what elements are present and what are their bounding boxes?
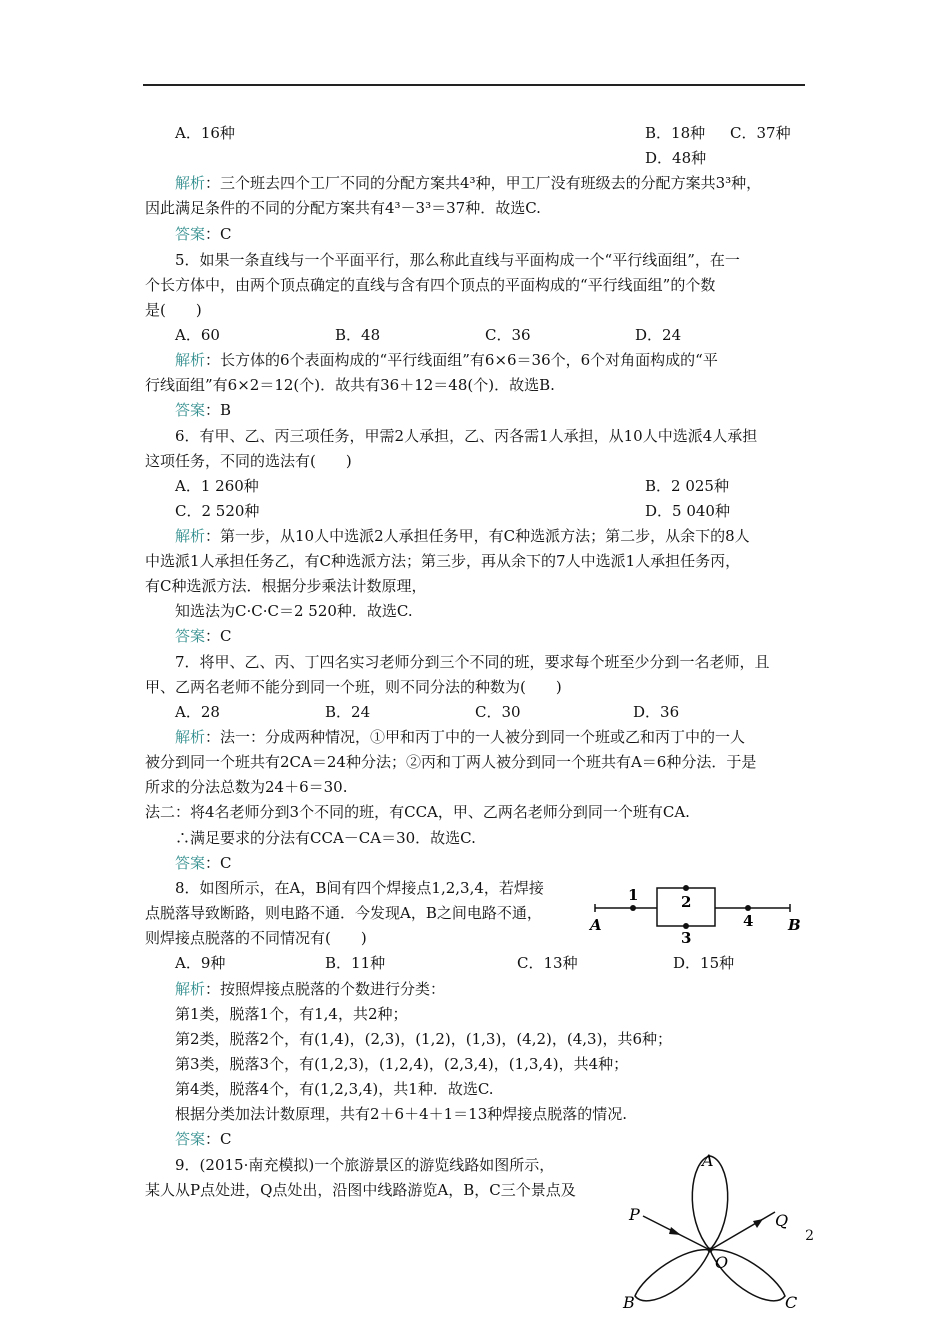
label-A: A <box>590 916 602 934</box>
q7-option-c: C．30 <box>475 703 521 721</box>
q6-option-b: B．2 025种 <box>645 477 729 495</box>
q9-stem-line2: 某人从P点处进，Q点处出，沿图中线路游览A，B，C三个景点及 <box>145 1181 576 1199</box>
point-O <box>708 1248 713 1253</box>
q6-option-a: A．1 260种 <box>175 477 259 495</box>
q7-stem-line2: 甲、乙两名老师不能分到同一个班，则不同分法的种数为( ) <box>145 678 562 696</box>
tour-route-diagram <box>615 1148 805 1316</box>
q8-stem-line1: 8．如图所示，在A，B间有四个焊接点1,2,3,4，若焊接 <box>175 879 544 897</box>
q5-stem-line2: 个长方体中，由两个顶点确定的直线与含有四个顶点的平面构成的“平行线面组”的个数 <box>145 276 716 294</box>
joint-2 <box>683 885 689 891</box>
q5-option-a: A．60 <box>175 326 220 344</box>
q6-option-c: C．2 520种 <box>175 502 260 520</box>
analysis-label: 解析 <box>175 527 206 545</box>
q7-analysis-line1: 解析：法一：分成两种情况，①甲和丙丁中的一人被分到同一个班或乙和丙丁中的一人 <box>175 728 746 746</box>
q8-analysis-line2: 第1类，脱落1个，有1,4，共2种； <box>175 1005 408 1023</box>
q7-analysis-line4: 法二：将4名老师分到3个不同的班，有CCA，甲、乙两名老师分到同一个班有CA. <box>145 803 690 821</box>
joint-1 <box>630 905 636 911</box>
q6-analysis-line4: 知选法为C·C·C＝2 520种．故选C. <box>175 602 413 620</box>
q6-stem-line1: 6．有甲、乙、丙三项任务，甲需2人承担，乙、丙各需1人承担，从10人中选派4人承担 <box>175 427 758 445</box>
answer-label: 答案 <box>175 854 206 872</box>
q6-answer: 答案：C <box>175 627 232 645</box>
q5-answer: 答案：B <box>175 401 232 419</box>
q4-analysis-line2: 因此满足条件的不同的分配方案共有4³－3³＝37种．故选C. <box>145 199 541 217</box>
label-Q: Q <box>775 1211 789 1230</box>
q8-analysis-line3: 第2类，脱落2个，有(1,4)，(2,3)，(1,2)，(1,3)，(4,2)，(4,3)，共6种； <box>175 1030 672 1048</box>
q9-stem-line1: 9．(2015·南充模拟)一个旅游景区的游览线路如图所示， <box>175 1156 555 1174</box>
q8-analysis-line6: 根据分类加法计数原理，共有2＋6＋4＋1＝13种焊接点脱落的情况. <box>175 1105 628 1123</box>
label-P: P <box>629 1205 640 1224</box>
q4-analysis-line1: 解析：三个班去四个工厂不同的分配方案共4³种，甲工厂没有班级去的分配方案共3³种， <box>175 174 762 192</box>
header-rule <box>143 84 805 86</box>
page-number: 2 <box>805 1228 814 1244</box>
label-B: B <box>623 1293 635 1312</box>
q6-stem-line2: 这项任务，不同的选法有( ) <box>145 452 352 470</box>
analysis-label: 解析 <box>175 728 206 746</box>
q6-analysis-line3: 有C种选派方法．根据分步乘法计数原理， <box>145 577 427 595</box>
q8-answer: 答案：C <box>175 1130 232 1148</box>
q5-analysis-line2: 行线面组”有6×2＝12(个)．故共有36＋12＝48(个)．故选B. <box>145 376 555 394</box>
q8-option-a: A．9种 <box>175 954 226 972</box>
q7-analysis-line5: ∴满足要求的分法有CCA－CA＝30．故选C. <box>175 829 476 847</box>
q7-option-b: B．24 <box>325 703 371 721</box>
label-2: 2 <box>681 893 692 911</box>
q7-analysis-line2: 被分到同一个班共有2CA＝24种分法；②丙和丁两人被分到同一个班共有A＝6种分法．于是 <box>145 753 757 771</box>
q8-option-b: B．11种 <box>325 954 386 972</box>
q7-stem-line1: 7．将甲、乙、丙、丁四名实习老师分到三个不同的班，要求每个班至少分到一名老师，且 <box>175 653 770 671</box>
q5-option-b: B．48 <box>335 326 381 344</box>
q8-analysis-line1: 解析：按照焊接点脱落的个数进行分类： <box>175 980 446 998</box>
label-A: A <box>702 1151 714 1170</box>
q5-option-c: C．36 <box>485 326 531 344</box>
q4-option-d: D．48种 <box>645 149 707 167</box>
q6-option-d: D．5 040种 <box>645 502 730 520</box>
q4-option-c: C．37种 <box>730 124 791 142</box>
joint-4 <box>745 905 751 911</box>
answer-label: 答案 <box>175 1130 206 1148</box>
answer-label: 答案 <box>175 627 206 645</box>
q4-answer: 答案：C <box>175 225 232 243</box>
q6-analysis-line1: 解析：第一步，从10人中选派2人承担任务甲，有C种选派方法；第二步，从余下的8人 <box>175 527 750 545</box>
q8-option-c: C．13种 <box>517 954 578 972</box>
analysis-label: 解析 <box>175 980 206 998</box>
q4-option-b: B．18种 <box>645 124 706 142</box>
answer-label: 答案 <box>175 401 206 419</box>
answer-label: 答案 <box>175 225 206 243</box>
q7-analysis-line3: 所求的分法总数为24＋6＝30. <box>145 778 348 796</box>
q8-stem-line3: 则焊接点脱落的不同情况有( ) <box>145 929 367 947</box>
q5-option-d: D．24 <box>635 326 682 344</box>
q4-option-a: A．16种 <box>175 124 235 142</box>
q8-analysis-line4: 第3类，脱落3个，有(1,2,3)，(1,2,4)，(2,3,4)，(1,3,4)，共4种； <box>175 1055 629 1073</box>
q7-option-a: A．28 <box>175 703 220 721</box>
q8-stem-line2: 点脱落导致断路，则电路不通．今发现A，B之间电路不通， <box>145 904 542 922</box>
label-B: B <box>788 916 801 934</box>
q8-option-d: D．15种 <box>673 954 735 972</box>
analysis-label: 解析 <box>175 351 206 369</box>
q5-analysis-line1: 解析：长方体的6个表面构成的“平行线面组”有6×6＝36个，6个对角面构成的“平 <box>175 351 718 369</box>
label-O: O <box>715 1253 729 1272</box>
circuit-diagram <box>585 876 805 944</box>
q5-stem-line1: 5．如果一条直线与一个平面平行，那么称此直线与平面构成一个“平行线面组”，在一 <box>175 251 740 269</box>
q5-stem-line3: 是( ) <box>145 301 202 319</box>
q7-answer: 答案：C <box>175 854 232 872</box>
q6-analysis-line2: 中选派1人承担任务乙，有C种选派方法；第三步，再从余下的7人中选派1人承担任务丙， <box>145 552 741 570</box>
q7-option-d: D．36 <box>633 703 680 721</box>
label-C: C <box>785 1293 798 1312</box>
label-3: 3 <box>681 929 692 944</box>
q8-analysis-line5: 第4类，脱落4个，有(1,2,3,4)，共1种．故选C. <box>175 1080 494 1098</box>
label-4: 4 <box>743 912 754 930</box>
label-1: 1 <box>628 886 639 904</box>
analysis-label: 解析 <box>175 174 206 192</box>
